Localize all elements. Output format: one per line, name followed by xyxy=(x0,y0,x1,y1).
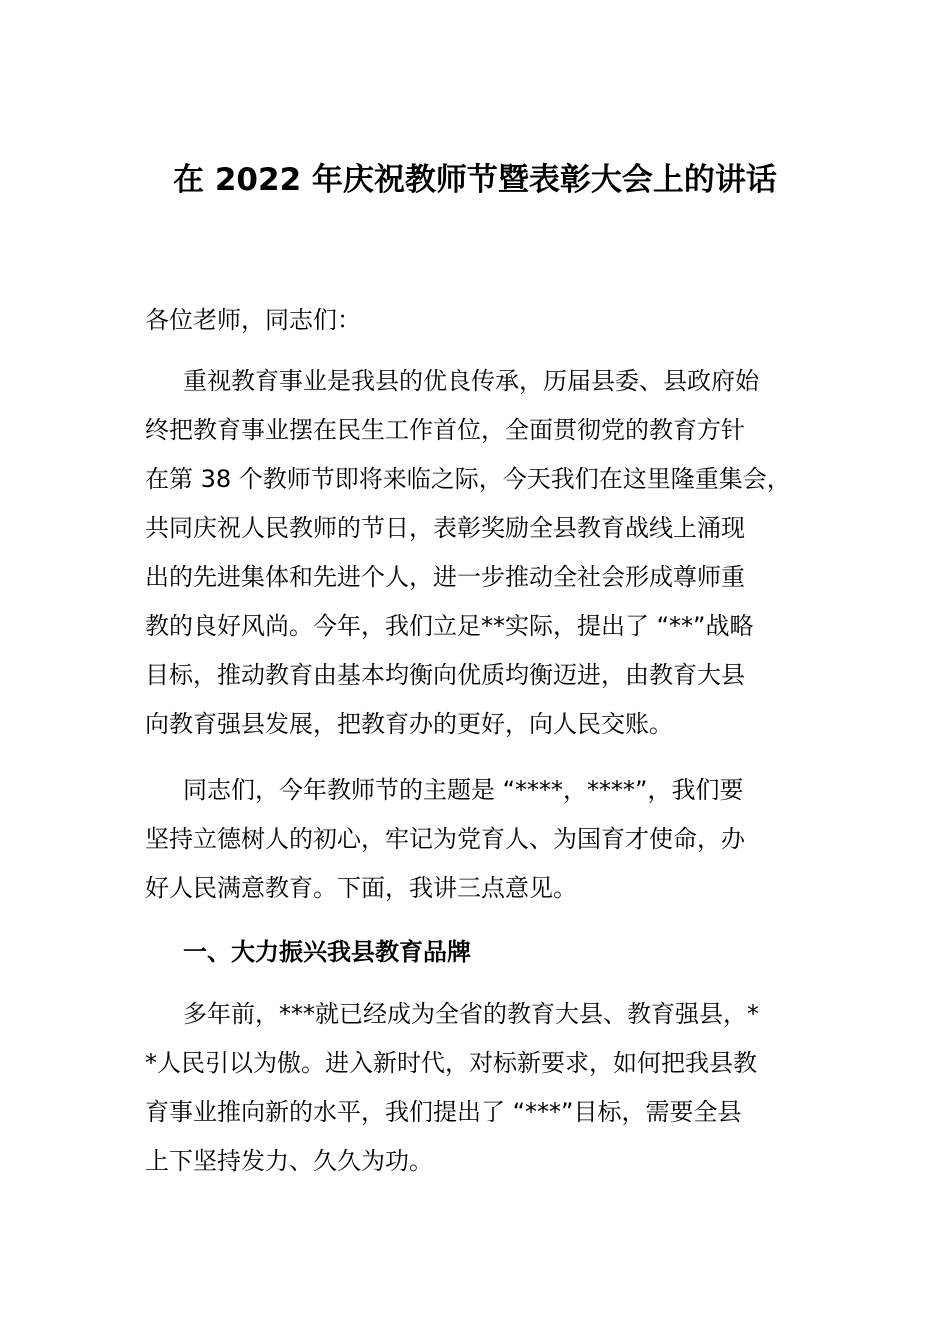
paragraph-line: 坚持立德树人的初心，牢记为党育人、为国育才使命，办 xyxy=(145,825,745,853)
paragraph-line: 重视教育事业是我县的优良传承，历届县委、县政府始 xyxy=(183,367,759,395)
paragraph-line: 向教育强县发展，把教育办的更好，向人民交账。 xyxy=(145,710,673,738)
paragraph-line: 在第 38 个教师节即将来临之际，今天我们在这里隆重集会， xyxy=(145,465,791,493)
paragraph-line: 上下坚持发力、久久为功。 xyxy=(145,1147,433,1175)
paragraph-line: 终把教育事业摆在民生工作首位，全面贯彻党的教育方针 xyxy=(145,416,745,444)
paragraph-line: 教的良好风尚。今年，我们立足**实际，提出了 “**”战略 xyxy=(145,612,754,640)
section-heading xyxy=(145,928,825,977)
document-title: 在 2022 年庆祝教师节暨表彰大会上的讲话 xyxy=(173,162,777,198)
paragraph-line: 同志们，今年教师节的主题是 “****，****”，我们要 xyxy=(183,776,744,804)
paragraph-line: 出的先进集体和先进个人，进一步推动全社会形成尊师重 xyxy=(145,563,745,591)
paragraph-line: *人民引以为傲。进入新时代，对标新要求，如何把我县教 xyxy=(145,1049,757,1077)
paragraph-3 xyxy=(145,990,825,1186)
paragraph-line: 目标，推动教育由基本均衡向优质均衡迈进，由教育大县 xyxy=(145,661,745,689)
salutation xyxy=(145,296,825,345)
paragraph-line: 育事业推向新的水平，我们提出了 “***”目标，需要全县 xyxy=(145,1098,742,1126)
salutation-line: 各位老师，同志们： xyxy=(145,306,361,334)
paragraph-2 xyxy=(145,766,825,913)
paragraph-line: 好人民满意教育。下面，我讲三点意见。 xyxy=(145,874,577,902)
paragraph-1 xyxy=(145,357,825,749)
section-heading-text: 一、大力振兴我县教育品牌 xyxy=(183,938,471,966)
paragraph-line: 多年前，***就已经成为全省的教育大县、教育强县，* xyxy=(183,1000,759,1028)
paragraph-line: 共同庆祝人民教师的节日，表彰奖励全县教育战线上涌现 xyxy=(145,514,745,542)
